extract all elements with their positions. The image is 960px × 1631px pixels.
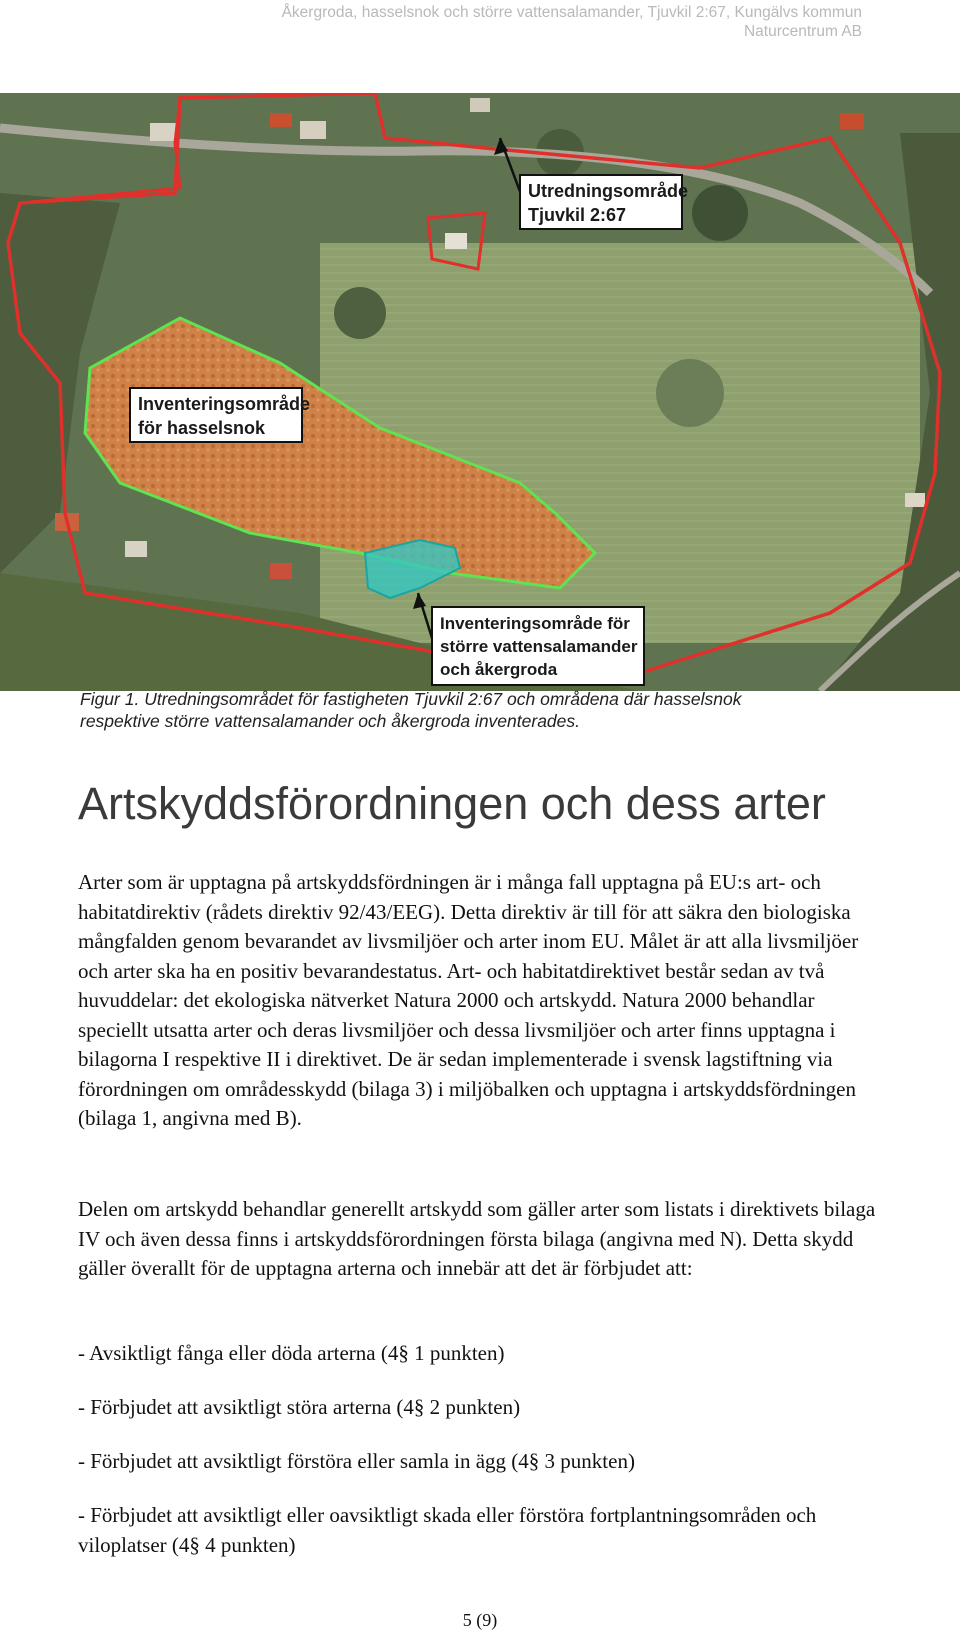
house xyxy=(300,121,326,139)
header-title: Åkergroda, hasselsnok och större vattensalamander, Tjuvkil 2:67, Kungälvs kommun xyxy=(281,4,862,21)
house xyxy=(125,541,147,557)
label-line: Inventeringsområde för xyxy=(440,614,630,633)
house xyxy=(270,113,292,127)
house xyxy=(445,233,467,249)
house xyxy=(150,123,178,141)
label-line: Inventeringsområde xyxy=(138,394,311,414)
page-number: 5 (9) xyxy=(462,1610,498,1630)
tree-cluster xyxy=(334,287,386,339)
label-line: större vattensalamander xyxy=(440,637,638,656)
body-paragraph: Arter som är upptagna på artskyddsfördningen är i många fall upptagna på EU:s art- och habitatdirektiv (rådets direktiv 92/43/EEG). Detta direktiv är till för att säkra den biologiska mångfalden genom bevarandet av livsmiljöer och arter inom EU. Målet är att alla livsmiljöer och arter ska ha en positiv bevarandestatus. Art- och habitatdirektivet består sedan av två huvuddelar: det ekologiska nätverket Natura 2000 och artskydd. Natura 2000 behandlar speciellt utsatta arter och deras livsmiljöer och dessa livsmiljöer och arter finns upptagna i bilagorna I respektive II i direktivet. De är sedan implementerade i svensk lagstiftning via förordningen om områdesskydd (bilaga 3) i miljöbalken och upptagna i artskyddsfördningen (bilaga 1, angivna med B). xyxy=(78,870,859,1130)
list-item: - Förbjudet att avsiktligt störa arterna (4§ 2 punkten) xyxy=(78,1395,521,1419)
list-item: - Förbjudet att avsiktligt förstöra eller samla in ägg (4§ 3 punkten) xyxy=(78,1449,635,1473)
label-snake-area xyxy=(130,388,310,442)
label-line: Utredningsområde xyxy=(528,181,689,201)
page-header xyxy=(282,3,862,41)
label-line: Tjuvkil 2:67 xyxy=(528,205,627,225)
label-line: för hasselsnok xyxy=(138,418,266,438)
caption-line: respektive större vattensalamander och åkergroda inventerades. xyxy=(80,711,580,731)
aerial-map xyxy=(0,93,960,691)
house xyxy=(840,113,864,129)
body-paragraph: Delen om artskydd behandlar generellt artskydd som gäller arter som listats i direktivets bilaga IV och även dessa finns i artskyddsförordningen första bilaga (angivna med N). Detta skydd gäller överallt för de upptagna arterna och innebär att det är förbjudet att: xyxy=(78,1197,876,1280)
label-amphibian-area xyxy=(432,607,644,685)
house xyxy=(905,493,925,507)
house xyxy=(270,563,292,579)
section-title: Artskyddsförordningen och dess arter xyxy=(78,778,826,829)
list-item: - Förbjudet att avsiktligt eller oavsiktligt skada eller förstöra fortplantningsområden och viloplatser (4§ 4 punkten) xyxy=(78,1503,817,1557)
label-line: och åkergroda xyxy=(440,660,558,679)
tree-cluster xyxy=(656,359,724,427)
header-organization: Naturcentrum AB xyxy=(743,23,862,40)
label-study-area xyxy=(520,175,688,229)
list-item: - Avsiktligt fånga eller döda arterna (4§ 1 punkten) xyxy=(78,1341,505,1365)
caption-line: Figur 1. Utredningsområdet för fastigheten Tjuvkil 2:67 och områdena där hasselsnok xyxy=(80,689,742,709)
figure-caption xyxy=(80,688,920,732)
house xyxy=(470,98,490,112)
tree-cluster xyxy=(692,185,748,241)
